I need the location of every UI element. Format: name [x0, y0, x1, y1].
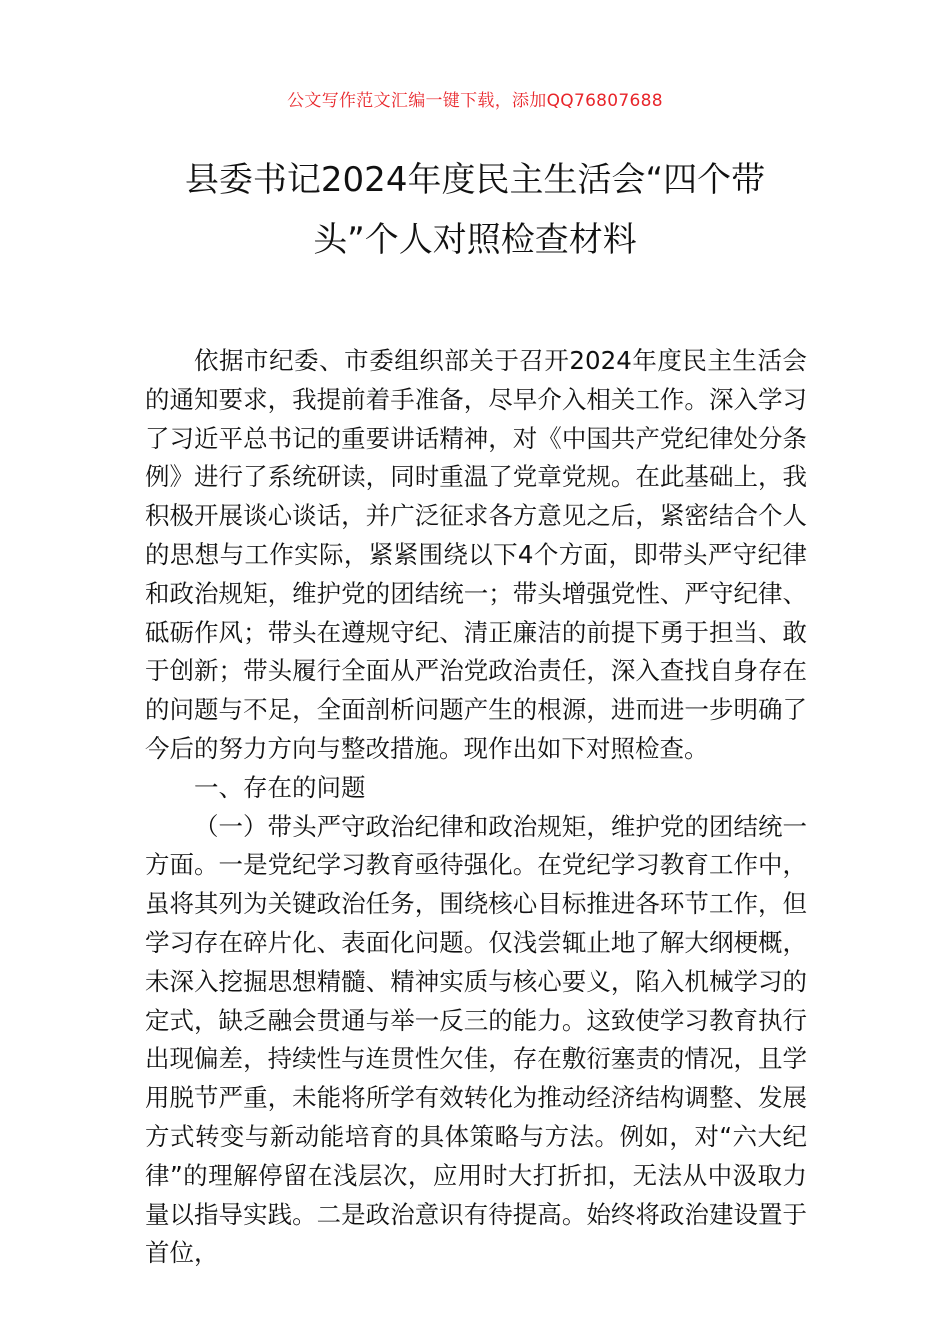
document-body [145, 342, 807, 1273]
title-line-2: 头”个人对照检查材料 [313, 220, 637, 260]
watermark-text: 公文写作范文汇编一键下载，添加QQ76807688 [287, 91, 663, 111]
intro-paragraph: 依据市纪委、市委组织部关于召开2024年度民主生活会的通知要求，我提前着手准备，尽早介入相关工作。深入学习了习近平总书记的重要讲话精神，对《中国共产党纪律处分条例》进行了系统研读，同时重温了党章党规。在此基础上，我积极开展谈心谈话，并广泛征求各方意见之后，紧密结合个人的思想与工作实际，紧紧围绕以下4个方面，即带头严守纪律和政治规矩，维护党的团结统一；带头增强党性、严守纪律、砥砺作风；带头在遵规守纪、清正廉洁的前提下勇于担当、敢于创新；带头履行全面从严治党政治责任，深入查找自身存在的问题与不足，全面剖析问题产生的根源，进而进一步明确了今后的努力方向与整改措施。现作出如下对照检查。 [145, 346, 807, 763]
body-paragraph: （一）带头严守政治纪律和政治规矩，维护党的团结统一方面。一是党纪学习教育亟待强化。在党纪学习教育工作中，虽将其列为关键政治任务，围绕核心目标推进各环节工作，但学习存在碎片化、表面化问题。仅浅尝辄止地了解大纲梗概，未深入挖掘思想精髓、精神实质与核心要义，陷入机械学习的定式，缺乏融会贯通与举一反三的能力。这致使学习教育执行出现偏差，持续性与连贯性欠佳，存在敷衍塞责的情况，且学用脱节严重，未能将所学有效转化为推动经济结构调整、发展方式转变与新动能培育的具体策略与方法。例如，对“六大纪律”的理解停留在浅层次，应用时大打折扣，无法从中汲取力量以指导实践。二是政治意识有待提高。始终将政治建设置于首位， [145, 811, 807, 1268]
title-line-1: 县委书记2024年度民主生活会“四个带 [184, 160, 766, 200]
section-heading: 一、存在的问题 [194, 772, 366, 802]
document-title [145, 150, 805, 270]
